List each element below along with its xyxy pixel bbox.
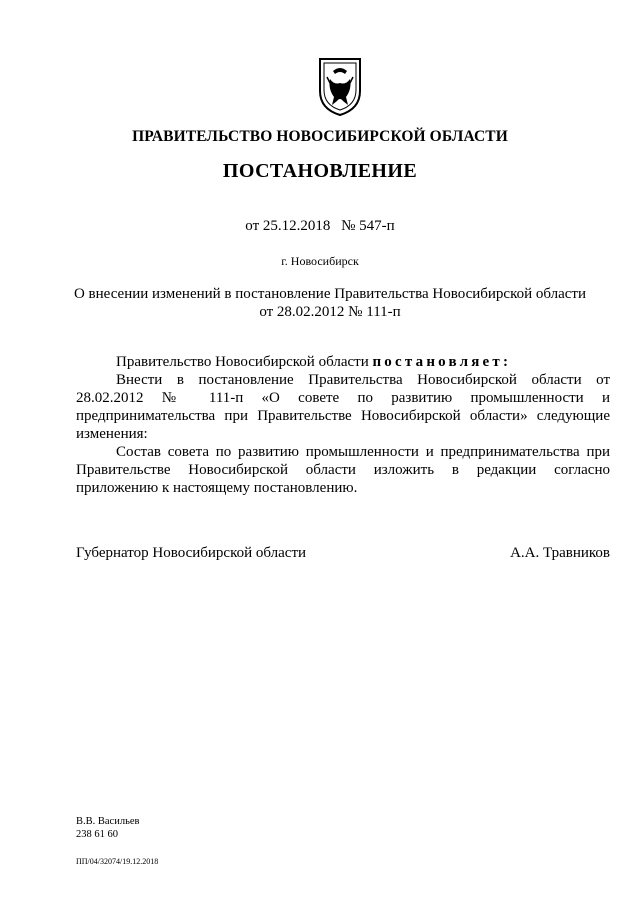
document-body	[76, 353, 610, 497]
document-id: ПП/04/32074/19.12.2018	[76, 857, 159, 866]
document-date: 25.12.2018	[262, 218, 331, 234]
document-subject	[60, 285, 600, 321]
executor-block	[76, 815, 139, 841]
executor-name: В.В. Васильев	[76, 816, 140, 827]
signatory-name: А.А. Травников	[510, 545, 610, 561]
document-number: № 547-п	[341, 218, 395, 234]
paragraph-1: Внести в постановление Правительства Новосибирской области от 28.02.2012 № 111-п «О совете по развитию промышленности и предпринимательства при Правительстве Новосибирской области» следующие изменения:	[76, 372, 610, 442]
coat-of-arms-icon	[316, 57, 364, 117]
paragraph-2: Состав совета по развитию промышленности и предпринимательства при Правительстве Новосибирской области изложить в редакции согласно приложению к настоящему постановлению.	[76, 444, 610, 496]
date-prefix: от	[245, 218, 260, 234]
executor-phone: 238 61 60	[76, 829, 118, 840]
city: г. Новосибирск	[281, 254, 359, 268]
subject-line-1: О внесении изменений в постановление Правительства Новосибирской области	[73, 286, 587, 302]
intro-text: Правительство Новосибирской области	[116, 354, 369, 370]
subject-line-2: от 28.02.2012 № 111-п	[259, 304, 401, 320]
intro-paragraph	[76, 353, 610, 371]
organization-name: ПРАВИТЕЛЬСТВО НОВОСИБИРСКОЙ ОБЛАСТИ	[132, 128, 508, 145]
document-type: ПОСТАНОВЛЕНИЕ	[222, 160, 418, 182]
signatory-position: Губернатор Новосибирской области	[76, 545, 307, 561]
date-number-line	[0, 218, 640, 235]
resolves-word: постановляет:	[372, 354, 512, 370]
